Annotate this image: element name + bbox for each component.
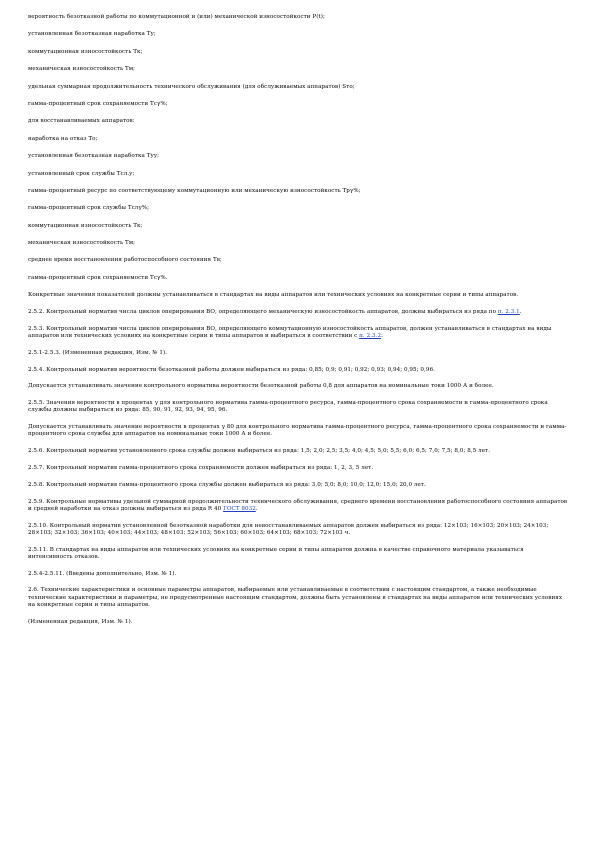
text-line: среднее время восстановления работоспособного состояния Тв; <box>28 257 222 264</box>
paragraph-2-5-8: 2.5.8. Контрольный норматив гамма-процентного срока службы должен выбираться из ряда: 3,0; 5,0; 8,0; 10,0; 12,0; 15,0; 20,0 лет. <box>28 481 426 488</box>
text-line: механическая износостойкость Тм; <box>28 66 136 73</box>
paragraph-2-5-9 <box>28 499 568 513</box>
text-line: вероятность безотказной работы по коммутационной и (или) механической износостойкости P(t); <box>28 14 325 20</box>
paragraph-amendment-note: (Измененная редакция, Изм. № 1). <box>28 618 133 625</box>
text-line: механическая износостойкость Тм; <box>28 240 136 247</box>
paragraph-2-5-4-note: Допускается устанавливать значение контрольного норматива вероятности безотказной работы 0,8 для аппаратов на номинальные токи 1000 А и более. <box>28 383 494 390</box>
paragraph-2-5-7: 2.5.7. Контрольный норматив гамма-процентного срока сохраняемости должен выбираться из ряда: 1, 2, 3, 5 лет. <box>28 465 374 472</box>
text-line: установленный срок службы Тсл.у; <box>28 170 135 177</box>
paragraph-end: . <box>519 309 522 316</box>
text-line: наработка на отказ То; <box>28 135 98 142</box>
link-gost-8032[interactable]: ГОСТ 8032 <box>223 505 256 512</box>
paragraph-text: 2.5.3. Контрольный норматив числа циклов оперирования ВО, определяющего коммутационную износостойкость аппаратов, должен устанавливаться в стандартах на виды аппаратов или технических условиях на конкретные серии и типы аппаратов и выбираться в соответствии с <box>28 325 552 340</box>
text-line: установленная безотказная наработка Туу; <box>28 153 160 160</box>
text-line: гамма-процентный ресурс по соответствующему коммутационную или механическую износостойкость Трγ%; <box>28 187 361 194</box>
paragraph-2-5-5: 2.5.5. Значения вероятности в процентах γ для контрольного норматива гамма-процентного ресурса, гамма-процентного срока сохраняемости и гамма-процентного срока службы должны выбираться из ряда: 85, 90, 91, 92, 93, 94, 95, 96. <box>28 400 548 414</box>
text-line: гамма-процентный срок сохраняемости Тсγ%. <box>28 274 168 281</box>
link-p-2-3-2[interactable]: п. 2.3.2 <box>359 333 382 340</box>
text-line: коммутационная износостойкость Тк; <box>28 222 143 229</box>
text-line: удельная суммарная продолжительность технического обслуживания (для обслуживаемых аппаратов) Sто; <box>28 83 355 90</box>
text-line: коммутационная износостойкость Тк; <box>28 48 143 55</box>
paragraph-text: 2.5.9. Контрольные нормативы удельной суммарной продолжительности технического обслуживания, среднего времени восстановления работоспособного состояния аппаратов и средней наработки на отказ должны выбираться из ряда R 40 <box>28 498 568 512</box>
text-line: гамма-процентный срок сохраняемости Тсγ%; <box>28 100 168 107</box>
text-line: установленная безотказная наработка Ту; <box>28 31 156 38</box>
paragraph-2-5-5-note: Допускается устанавливать значение вероятности в процентах γ 80 для контрольного норматива гамма-процентного ресурса, гамма-процентного срока сохраняемости и гамма-процентного срока службы для аппаратов на номинальные токи 1000 А и более. <box>28 424 567 438</box>
paragraph-2-6: 2.6. Технические характеристики и основные параметры аппаратов, выбираемые или устанавливаемые в соответствии с настоящим стандартом, а также необходимые технические характеристики и параметры, не предусмотренные настоящим стандартом, должны быть установлены в стандартах на виды аппаратов или технических условиях на конкретные серии и типы аппаратов. <box>28 587 563 608</box>
paragraph-2-5-6: 2.5.6. Контрольный норматив установленного срока службы должен выбираться из ряда: 1,5; 2,0; 2,5; 3,5; 4,0; 4,5; 5,0; 5,5; 6,0; 6,5; 7,0; 7,5; 8,0; 8,5 лет. <box>28 448 491 455</box>
link-p-2-3-1[interactable]: п. 2.3.1 <box>497 309 520 316</box>
paragraph-2-5-2 <box>28 309 568 316</box>
paragraph-2-5-11: 2.5.11. В стандартах на виды аппаратов или технических условиях на конкретные серии и типы аппаратов должна в качестве справочного материала указываться интенсивность отказов. <box>28 546 524 560</box>
paragraph-end: . <box>255 505 258 512</box>
paragraph-amendment-note: 2.5.1-2.5.3. (Измененная редакция, Изм. № 1). <box>28 349 168 356</box>
paragraph-text: 2.5.2. Контрольный норматив числа циклов оперирования ВО, определяющего механическую износостойкость аппаратов, должны выбираться из ряда по <box>28 309 496 316</box>
paragraph-amendment-note: 2.5.4-2.5.11. (Введены дополнительно, Изм. № 1). <box>28 570 177 577</box>
paragraph-2-5-10: 2.5.10. Контрольный норматив установленной безотказной наработки для невосстанавливаемых аппаратов должен выбираться из ряда: 12×103; 16×103; 20×103; 24×103; 28×103; 32×103; 36×103; 40×103; 44×103; 48×103; 52×103; 56×103; 60×103; 64×103; 68×103; 72×103 ч. <box>28 522 549 536</box>
text-line: для восстанавливаемых аппаратов: <box>28 118 135 125</box>
paragraph-2-5-3 <box>28 326 568 340</box>
paragraph-2-5-4: 2.5.4. Контрольный норматив вероятности безотказной работы должен выбираться из ряда: 0,85; 0,9; 0,91; 0,92; 0,93; 0,94; 0,95; 0,96. <box>28 366 435 373</box>
text-line: гамма-процентный срок службы Тслγ%; <box>28 205 150 212</box>
paragraph-end: . <box>381 333 383 340</box>
paragraph-values-note: Конкретные значения показателей должны устанавливаться в стандартах на виды аппаратов или технических условиях на конкретные серии и типы аппаратов. <box>28 292 519 299</box>
document-body <box>28 14 568 635</box>
